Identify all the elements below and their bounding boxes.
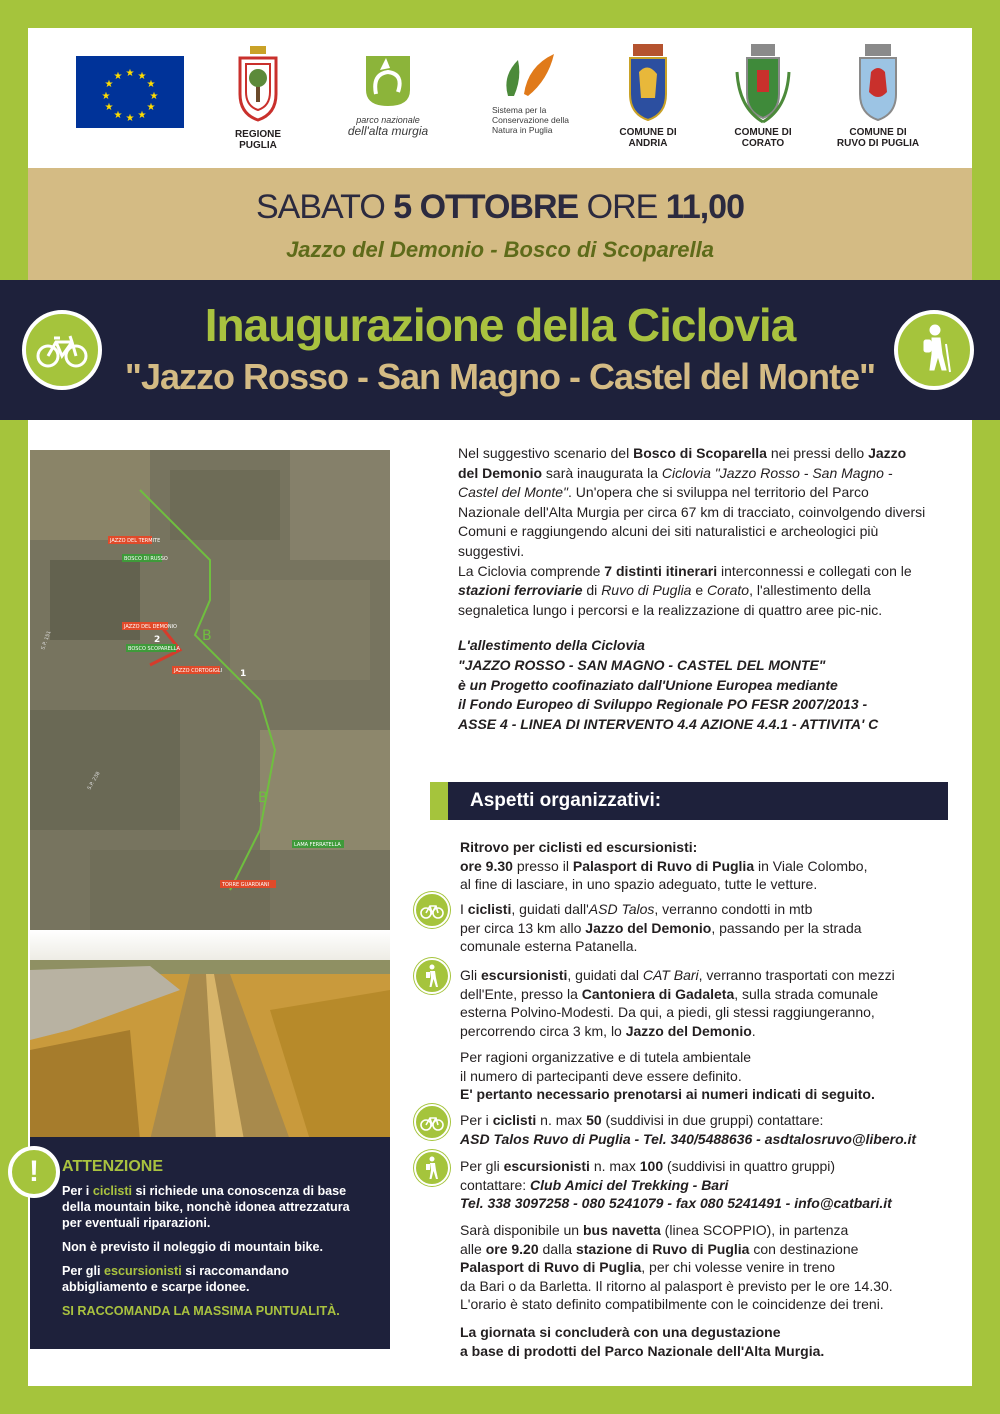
attention-paragraph-3: [62, 1263, 368, 1295]
org-bold-run: 100: [639, 1158, 664, 1174]
intro-text-run: Nel suggestivo scenario del: [458, 445, 634, 461]
attention-text-run: si raccomandano abbigliamento e scarpe idonee.: [62, 1264, 289, 1294]
org-text-run: al fine di lasciare, in uno spazio adeguato, tutte le vetture.: [460, 876, 818, 892]
meeting-point: [460, 838, 930, 894]
org-text-run: percorrendo circa 3 km, lo: [460, 1022, 626, 1039]
closing-note: [460, 1323, 930, 1360]
org-text-run: con destinazione: [749, 1240, 859, 1257]
logo-bar: [28, 28, 972, 168]
svg-text:★: ★: [137, 71, 147, 82]
event-time: 11,00: [665, 188, 745, 226]
org-bold-run: ciclisti: [467, 901, 512, 917]
org-text-run: , passando per la strada: [711, 919, 862, 936]
org-italic-run: CAT Bari: [642, 967, 699, 983]
svg-text:★: ★: [137, 110, 147, 121]
registration-note: [460, 1048, 930, 1104]
map-number-1: 1: [240, 669, 247, 679]
attention-paragraph-1: [62, 1183, 368, 1231]
attention-text-run: Per gli: [62, 1264, 104, 1278]
org-bold-run: Palasport di Ruvo di Puglia: [460, 1259, 642, 1275]
org-text-run: , per chi volesse venire in treno: [641, 1259, 836, 1275]
sistema-caption: Sistema per la Conservazione della Natura in Puglia: [492, 105, 570, 135]
andria-crest-icon: [625, 42, 671, 124]
registration-required: E' pertanto necessario prenotarsi ai numeri indicati di seguito.: [460, 1086, 875, 1102]
org-bold-run: stazione di Ruvo di Puglia: [575, 1240, 750, 1257]
svg-text:★: ★: [149, 91, 159, 102]
satellite-map: [30, 450, 390, 950]
svg-text:★: ★: [113, 71, 123, 82]
regione-puglia-logo: [228, 44, 288, 151]
attention-paragraph-2: Non è previsto il noleggio di mountain bike.: [62, 1240, 323, 1254]
attention-title: ATTENZIONE: [62, 1158, 164, 1175]
org-text-run: contattare:: [460, 1176, 531, 1193]
org-text-run: (suddivisi in due gruppi) contattare:: [601, 1112, 824, 1128]
intro-bold-run: Bosco di Scoparella: [633, 445, 767, 461]
attention-text-run: Per i: [62, 1184, 93, 1198]
attention-highlight: escursionisti: [104, 1264, 182, 1278]
org-bold-run: Cantoniera di Gadaleta: [581, 985, 735, 1002]
parco-caption-2: dell'alta murgia: [347, 124, 429, 138]
event-date: [28, 188, 972, 227]
svg-text:★: ★: [101, 91, 111, 102]
parco-emblem-icon: [358, 50, 418, 110]
section-header: [430, 782, 948, 820]
event-place: Jazzo del Demonio - Bosco di Scoparella: [286, 237, 714, 262]
funding-line: L'allestimento della Ciclovia: [458, 637, 645, 654]
event-day: SABATO: [255, 188, 385, 226]
org-text-run: presso il: [512, 857, 573, 874]
closing-line: a base di prodotti del Parco Nazionale dell'Alta Murgia.: [460, 1342, 825, 1359]
cyclists-info: [460, 900, 930, 956]
funding-line: è un Progetto coofinaziato dall'Unione Europea mediante: [458, 676, 838, 693]
parco-alta-murgia-logo: [328, 50, 448, 137]
hikers-info: [460, 966, 930, 1040]
org-bold-run: escursionisti: [481, 967, 568, 983]
org-text-run: comunale esterna Patanella.: [460, 938, 638, 954]
svg-text:★: ★: [146, 102, 156, 113]
closing-line: La giornata si concluderà con una degustazione: [460, 1324, 781, 1340]
org-text-run: , guidati dall': [511, 901, 589, 917]
map-label-termite: JAZZO DEL TERMITE: [110, 538, 161, 544]
parco-caption-1: parco nazionale: [356, 115, 420, 125]
corato-caption: COMUNE DI CORATO: [734, 127, 792, 149]
hiker-icon: [894, 310, 974, 390]
funding-line: il Fondo Europeo di Sviluppo Regionale PO FESR 2007/2013 -: [458, 696, 868, 713]
map-label-cortogigli: JAZZO CORTOGIGLI: [174, 668, 223, 674]
bicycle-icon: [414, 892, 450, 928]
org-bold-run: escursionisti: [503, 1158, 590, 1174]
leaf-icon: [488, 46, 568, 102]
ruvo-caption: COMUNE DI RUVO DI PUGLIA: [836, 127, 920, 149]
attention-punctuality: SI RACCOMANDA LA MASSIMA PUNTUALITÀ.: [62, 1304, 340, 1318]
map-route-b1: B: [202, 628, 212, 644]
org-text-run: Per ragioni organizzative e di tutela ambientale: [460, 1049, 752, 1065]
org-bold-run: Jazzo del Demonio: [625, 1022, 752, 1039]
intro-text-run: e: [691, 582, 708, 599]
org-italic-run: ASD Talos: [588, 901, 655, 917]
org-text-run: , sulla strada comunale: [734, 985, 879, 1002]
exclamation-icon: !: [8, 1146, 60, 1198]
svg-text:★: ★: [125, 113, 135, 124]
hikers-contact: [460, 1157, 930, 1213]
map-label-scoparella: BOSCO SCOPARELLA: [128, 646, 180, 652]
org-bold-run: 50: [586, 1112, 602, 1128]
org-text-run: (linea SCOPPIO), in partenza: [660, 1222, 849, 1238]
org-text-run: dalla: [538, 1240, 576, 1257]
intro-paragraph-1: [458, 444, 928, 562]
intro-text-run: di: [582, 582, 602, 599]
meeting-time: ore 9.30: [460, 857, 513, 874]
org-text-run: .: [751, 1022, 756, 1039]
org-text-run: il numero di partecipanti deve essere definito.: [460, 1067, 742, 1084]
org-text-run: I: [460, 901, 468, 917]
intro-text-run: . Un'opera che si sviluppa nel territorio del Parco Nazionale dell'Alta Murgia per circa 67 km di tracciato, coinvolgendo diversi Comuni e raggiungendo alcuni dei siti naturalistici e archeologici più suggestivi.: [458, 484, 926, 559]
regione-caption: REGIONE PUGLIA: [234, 129, 282, 151]
map-road-2: S.P. 238: [86, 770, 102, 791]
comune-andria-logo: [603, 42, 693, 149]
funding-line: ASSE 4 - LINEA DI INTERVENTO 4.4 AZIONE 4.4.1 - ATTIVITA' C: [458, 715, 879, 732]
org-text-run: , verranno condotti in mtb: [654, 901, 813, 917]
bicycle-icon: [22, 310, 102, 390]
hiker-icon: [414, 1150, 450, 1186]
banner-title: Inaugurazione della Ciclovia: [204, 299, 796, 351]
event-time-prefix: ORE: [586, 188, 658, 226]
org-text-run: (suddivisi in quattro gruppi): [663, 1158, 836, 1174]
intro-bold-run: Jazzo del Demonio: [458, 445, 907, 481]
org-text-run: Gli: [460, 967, 481, 983]
chevron-right-icon: [430, 782, 448, 820]
org-text-run: da Bari o da Barletta. Il ritorno al palasport è previsto per le ore 14.30.: [460, 1277, 893, 1294]
svg-text:★: ★: [113, 110, 123, 121]
intro-text-run: , l'allestimento della segnaletica lungo i percorsi e la realizzazione di quattro aree pic-nic.: [458, 582, 883, 618]
map-label-bosco-russo: BOSCO DI RUSSO: [124, 556, 168, 562]
cyclists-contact: [460, 1111, 930, 1148]
funding-note: [458, 636, 928, 734]
org-text-run: L'orario è stato definito compatibilmente con le coincidenze dei treni.: [460, 1296, 884, 1312]
map-route-b2: B: [258, 790, 268, 806]
regione-crest-icon: [236, 44, 280, 124]
intro-text: [458, 444, 928, 734]
intro-italic-run: Ciclovia "Jazzo Rosso - San Magno - Castel del Monte": [458, 464, 893, 501]
intro-text-run: La Ciclovia comprende: [458, 562, 605, 579]
svg-text:★: ★: [146, 79, 156, 90]
comune-corato-logo: [718, 42, 808, 149]
svg-text:★: ★: [104, 102, 114, 113]
org-text-run: dell'Ente, presso la: [460, 985, 582, 1002]
map-number-2: 2: [154, 635, 161, 645]
org-text-run: n. max: [536, 1112, 587, 1128]
org-text-run: Per gli: [460, 1158, 504, 1174]
org-text-run: Per i: [460, 1112, 493, 1128]
intro-italic-run: Ruvo di Puglia: [601, 582, 692, 599]
intro-text-run: nei pressi dello: [766, 445, 869, 461]
attention-box: [30, 1137, 390, 1349]
org-text-run: n. max: [589, 1158, 640, 1174]
org-text-run: in Viale Colombo,: [754, 857, 868, 874]
meeting-place: Palasport di Ruvo di Puglia: [572, 857, 755, 874]
hiker-icon: [414, 958, 450, 994]
andria-caption: COMUNE DI ANDRIA: [619, 127, 677, 149]
banner-subtitle: "Jazzo Rosso - San Magno - Castel del Monte": [124, 356, 876, 397]
eu-flag-icon: [76, 56, 184, 128]
map-road-1: S.P. 151: [40, 630, 53, 651]
event-date-value: 5 OTTOBRE: [393, 188, 579, 226]
org-bold-run: ore 9.20: [485, 1240, 539, 1257]
attention-highlight: ciclisti: [92, 1184, 133, 1198]
funding-line: "JAZZO ROSSO - SAN MAGNO - CASTEL DEL MONTE": [458, 656, 826, 673]
shuttle-bus-info: [460, 1221, 930, 1314]
org-text-run: per circa 13 km allo: [460, 919, 586, 936]
intro-text-run: interconnessi e collegati con le: [717, 562, 912, 579]
sistema-natura-logo: [468, 46, 588, 135]
date-bar: [28, 168, 972, 280]
corato-crest-icon: [733, 42, 793, 124]
intro-text-run: sarà inaugurata la: [542, 464, 662, 481]
countryside-photo: [30, 930, 390, 1140]
intro-bold-run: 7 distinti itinerari: [604, 562, 718, 579]
org-text-run: alle: [460, 1240, 486, 1257]
org-bold-italic-run: Club Amici del Trekking - Bari: [530, 1176, 729, 1193]
map-label-demonio: JAZZO DEL DEMONIO: [124, 624, 177, 630]
org-text-run: , guidati dal: [567, 967, 643, 983]
svg-text:★: ★: [104, 79, 114, 90]
intro-paragraph-2: [458, 562, 928, 621]
map-label-torre: TORRE GUARDIANI: [222, 882, 270, 888]
map-label-lama: LAMA FERRATELLA: [294, 842, 341, 848]
intro-italic-run: Corato: [707, 582, 750, 599]
meeting-title: Ritrovo per ciclisti ed escursionisti:: [460, 839, 698, 855]
attention-text-run: si richiede una conoscenza di base della mountain bike, nonchè idonea attrezzatura per eventuali riparazioni.: [62, 1184, 350, 1230]
org-text-run: , verranno trasportati con mezzi: [698, 967, 895, 983]
hikers-contact-details: Tel. 338 3097258 - 080 5241079 - fax 080 5241491 - info@catbari.it: [460, 1195, 892, 1211]
org-bold-run: Jazzo del Demonio: [585, 919, 712, 936]
org-text-run: esterna Polvino-Modesti. Da qui, a piedi, gli stessi raggiungeranno,: [460, 1004, 875, 1020]
org-text-run: Sarà disponibile un: [460, 1222, 583, 1238]
org-bold-run: bus navetta: [582, 1222, 661, 1238]
comune-ruvo-logo: [828, 42, 928, 149]
ruvo-crest-icon: [853, 42, 903, 124]
bicycle-icon: [414, 1104, 450, 1140]
section-title: Aspetti organizzativi:: [470, 790, 662, 811]
svg-text:★: ★: [125, 68, 135, 79]
org-bold-run: ciclisti: [492, 1112, 537, 1128]
cyclists-contact-details: ASD Talos Ruvo di Puglia - Tel. 340/5488636 - asdtalosruvo@libero.it: [460, 1130, 917, 1147]
title-banner: [0, 280, 1000, 420]
intro-bold-italic-run: stazioni ferroviarie: [458, 582, 583, 599]
